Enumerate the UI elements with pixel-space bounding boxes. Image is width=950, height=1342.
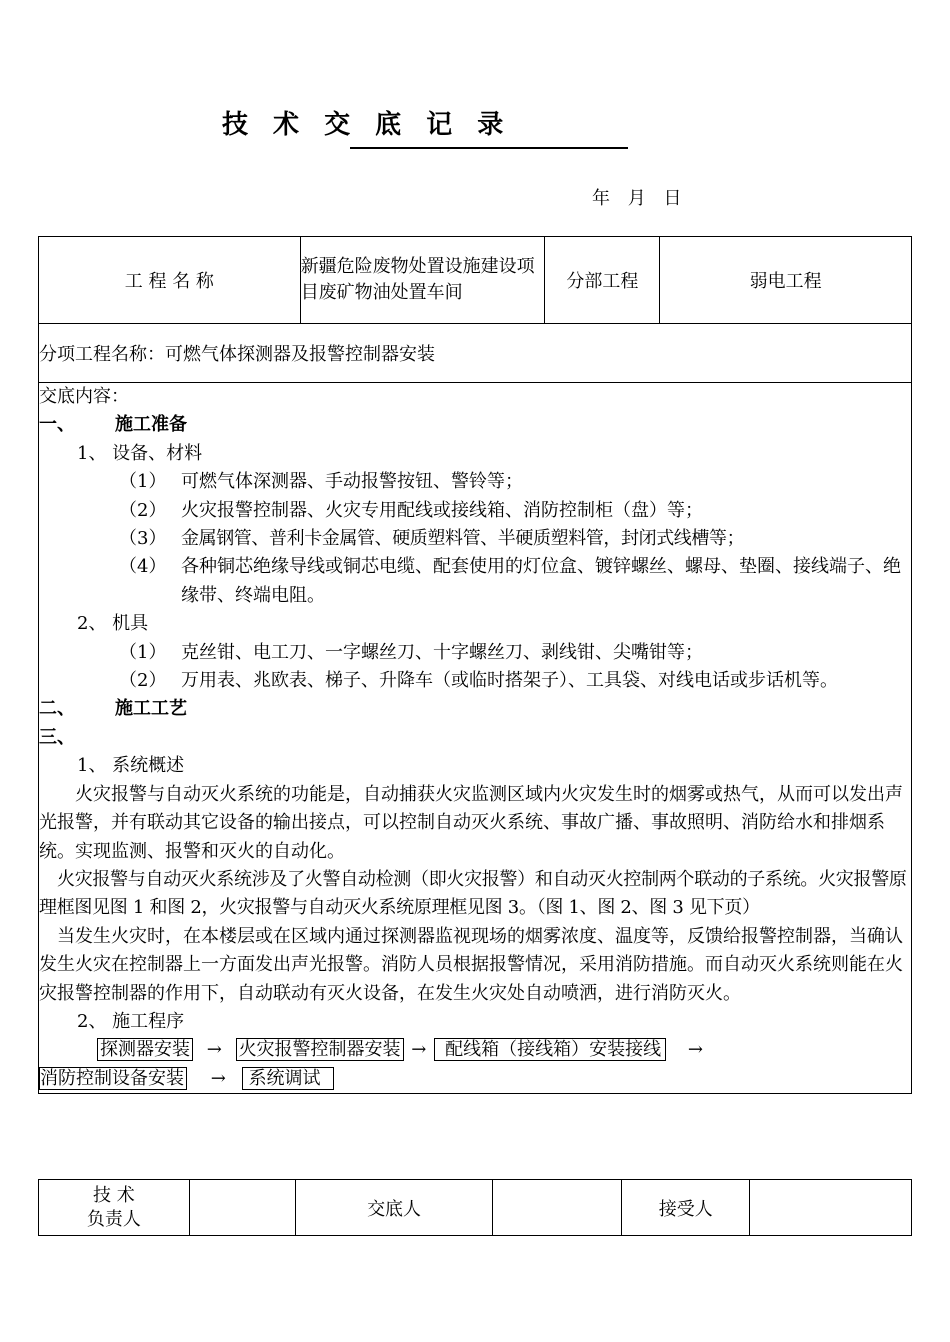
document-title: 技 术 交 底 记 录 <box>222 110 512 140</box>
item-text: 万用表、兆欧表、梯子、升降车（或临时搭架子）、工具袋、对线电话或步话机等。 <box>181 670 838 692</box>
paragraph-3: 当发生火灾时，在本楼层或在区域内通过探测器监视现场的烟雾浓度、温度等，反馈给报警控制器，当确认发生火灾在控制器上一方面发出声光报警。消防人员根据报警情况，采用消防措施。而自动灭火系统则能在火灾报警控制器的作用下，自动联动有灭火设备，在发生火灾处自动喷洒，进行消防灭火。 <box>39 925 903 1004</box>
division-value: 弱电工程 <box>660 237 912 324</box>
item-number: （1） <box>119 641 167 663</box>
receiver-signature <box>750 1180 912 1236</box>
flow-step-system-debug: 系统调试 <box>242 1067 334 1090</box>
item-number: （2） <box>119 670 167 692</box>
subitem-name: 分项工程名称：可燃气体探测器及报警控制器安装 <box>39 324 912 383</box>
flow-step-controller-install: 火灾报警控制器安装 <box>236 1038 404 1061</box>
tech-lead-label <box>39 1180 190 1236</box>
tech-lead-label-line-1: 技 术 <box>93 1184 135 1206</box>
list-item <box>39 667 911 695</box>
list-item <box>39 525 911 553</box>
tech-lead-signature <box>189 1180 295 1236</box>
section-1-number: 一、 <box>39 414 75 436</box>
subsection-3-1: 1、 系统概述 <box>77 755 185 777</box>
process-flow-line-1 <box>39 1036 911 1064</box>
division-label: 分部工程 <box>545 237 660 324</box>
section-1-title: 施工准备 <box>115 414 187 436</box>
project-name-value: 新疆危险废物处置设施建设项目废矿物油处置车间 <box>300 237 545 324</box>
item-text: 各种铜芯绝缘导线或铜芯电缆、配套使用的灯位盒、镀锌螺丝、螺母、垫圈、接线端子、绝缘带、终端电阻。 <box>181 556 901 606</box>
handover-person-signature <box>493 1180 622 1236</box>
content-heading: 交底内容： <box>39 386 129 407</box>
handover-person-label: 交底人 <box>295 1180 493 1236</box>
date-field: 年 月 日 <box>592 188 688 209</box>
project-name-label: 工 程 名 称 <box>39 237 301 324</box>
subsection-1-1: 1、 设备、材料 <box>77 442 203 464</box>
item-number: （3） <box>119 528 167 550</box>
item-text: 火灾报警控制器、火灾专用配线或接线箱、消防控制柜（盘）等； <box>181 499 703 521</box>
arrow-icon: → <box>206 1039 222 1061</box>
flow-step-fire-control-install: 消防控制设备安装 <box>39 1067 187 1090</box>
arrow-icon: → <box>210 1067 226 1089</box>
item-text: 金属钢管、普利卡金属管、硬质塑料管、半硬质塑料管，封闭式线槽等； <box>181 528 745 550</box>
subsection-1-2: 2、 机具 <box>77 613 149 635</box>
subsection-3-2: 2、 施工程序 <box>77 1010 185 1032</box>
title-underline <box>350 147 628 149</box>
item-number: （4） <box>119 556 167 578</box>
item-number: （1） <box>119 471 167 493</box>
section-2-heading <box>39 695 911 723</box>
handover-content <box>39 383 912 1094</box>
arrow-icon: → <box>411 1039 427 1061</box>
paragraph-2: 火灾报警与自动灭火系统涉及了火警自动检测（即火灾报警）和自动灭火控制两个联动的子系统。火灾报警原理框图见图 1 和图 2，火灾报警与自动灭火系统原理框见图 3。（图 1、图 2、图 3 见下页） <box>39 868 907 919</box>
list-item <box>39 497 911 525</box>
section-2-title: 施工工艺 <box>115 698 187 720</box>
item-text: 可燃气体深测器、手动报警按钮、警铃等； <box>181 471 523 493</box>
handover-table <box>38 236 912 1094</box>
list-item <box>39 639 911 667</box>
section-3-number: 三、 <box>39 726 75 748</box>
item-number: （2） <box>119 499 167 521</box>
item-text: 克丝钳、电工刀、一字螺丝刀、十字螺丝刀、剥线钳、尖嘴钳等； <box>181 641 703 663</box>
section-2-number: 二、 <box>39 698 75 720</box>
signature-table <box>38 1179 912 1236</box>
receiver-label: 接受人 <box>622 1180 750 1236</box>
list-item <box>39 553 911 610</box>
tech-lead-label-line-2: 负责人 <box>86 1208 141 1230</box>
paragraph-1: 火灾报警与自动灭火系统的功能是，自动捕获火灾监测区域内火灾发生时的烟雾或热气，从而可以发出声光报警，并有联动其它设备的输出接点，可以控制自动灭火系统、事故广播、事故照明、消防给水和排烟系统。实现监测、报警和灭火的自动化。 <box>39 783 903 862</box>
flow-step-wiring-box-install: 配线箱（接线箱）安装接线 <box>434 1038 666 1061</box>
process-flow-line-2 <box>39 1065 911 1093</box>
arrow-icon: → <box>687 1039 703 1061</box>
list-item <box>39 468 911 496</box>
section-1-heading <box>39 411 911 439</box>
flow-step-detector-install: 探测器安装 <box>97 1038 193 1061</box>
